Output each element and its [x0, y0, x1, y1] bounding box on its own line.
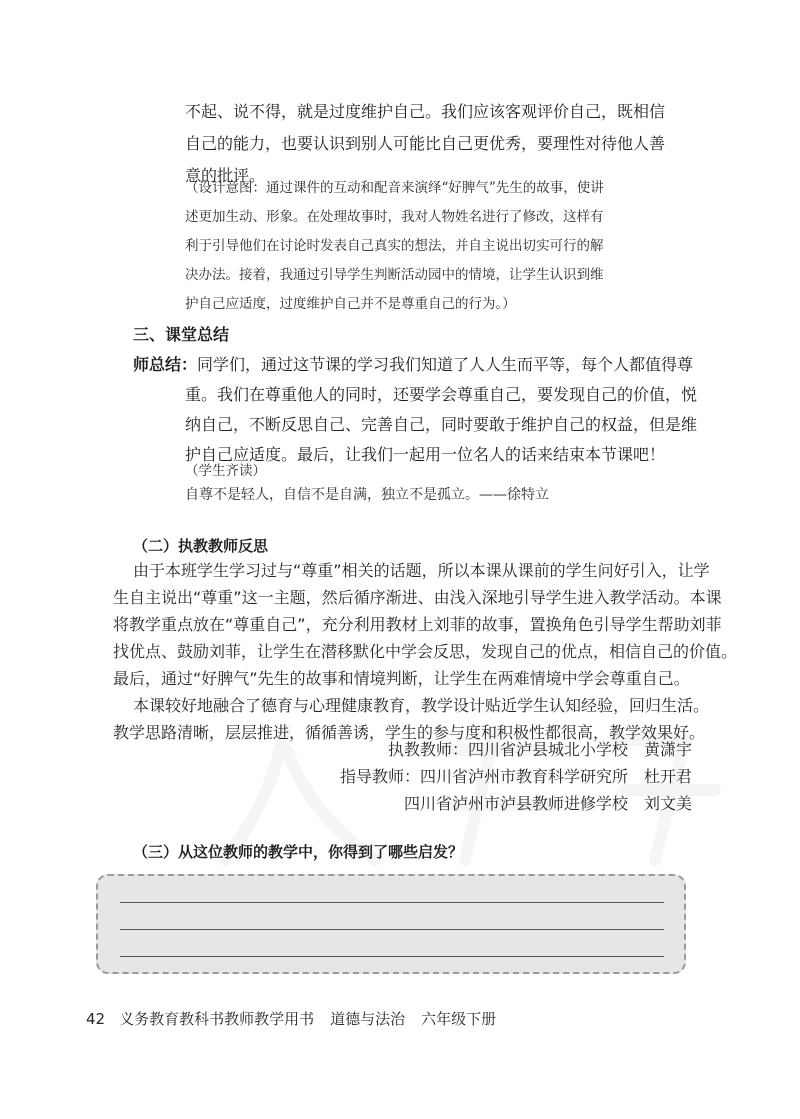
famous-quote: 自尊不是轻人，自信不是自满，独立不是孤立。——徐特立: [185, 487, 549, 503]
answer-line[interactable]: [120, 929, 664, 930]
text-line: 意的批评。: [185, 166, 266, 185]
grade-label: 六年级下册: [421, 1010, 497, 1028]
note-line: 利于引导他们在讨论时发表自己真实的想法，并自主说出切实可行的解: [185, 238, 604, 254]
reflection-line: 将教学重点放在“尊重自己”，充分利用教材上刘菲的故事，置换角色引导学生帮助刘菲: [113, 615, 722, 634]
summary-line: 护自己应适度。最后，让我们一起用一位名人的话来结束本节课吧！: [185, 445, 666, 464]
summary-line: 重。我们在尊重他人的同时，还要学会尊重自己，要发现自己的价值，悦: [185, 385, 698, 404]
reflection-line: 最后，通过“好脾气”先生的故事和情境判断，让学生在两难情境中学会尊重自己。: [113, 669, 690, 688]
note-line: 护自己应适度，过度维护自己并不是尊重自己的行为。）: [185, 296, 516, 312]
teacher-summary: [133, 350, 697, 470]
summary-lead: 师总结：: [133, 355, 198, 374]
answer-line[interactable]: [120, 902, 664, 903]
note-line: 述更加生动、形象。在处理故事时，我对人物姓名进行了修改，这样有: [185, 209, 604, 225]
subject-name: 道德与法治: [330, 1010, 406, 1028]
signature-advisor-2: 四川省泸州市泸县教师进修学校 刘文美: [403, 794, 692, 813]
reflection-line: 本课较好地融合了德育与心理健康教育，教学设计贴近学生认知经验，回归生活。: [133, 696, 710, 715]
section-heading: 三、课堂总结: [133, 325, 230, 344]
reflection-line: 找优点、鼓励刘菲，让学生在潜移默化中学会反思，发现自己的优点，相信自己的价值。: [113, 642, 738, 661]
page-footer: [86, 1008, 496, 1029]
reflection-line: 生自主说出“尊重”这一主题，然后循序渐进、由浅入深地引导学生进入教学活动。本课: [113, 588, 722, 607]
text-line: 不起、说不得，就是过度维护自己。我们应该客观评价自己，既相信: [185, 102, 666, 121]
answer-line[interactable]: [120, 956, 664, 957]
note-line: 决办法。接着，我通过引导学生判断活动园中的情境，让学生认识到维: [185, 267, 604, 283]
text-line: 自己的能力，也要认识到别人可能比自己更优秀，要理性对待他人善: [185, 134, 666, 153]
note-line: （设计意图：通过课件的互动和配音来演绎“好脾气”先生的故事，使讲: [185, 180, 604, 196]
summary-line: 同学们，通过这节课的学习我们知道了人人生而平等，每个人都值得尊: [197, 355, 694, 374]
signature-teacher: 执教教师：四川省泸县城北小学校 黄潇宇: [387, 740, 692, 759]
page-number: 42: [86, 1010, 106, 1028]
design-intent-note: [185, 174, 604, 319]
read-aloud-note: （学生齐读）: [185, 463, 266, 479]
reflection-line: 由于本班学生学习过与“尊重”相关的话题，所以本课从课前的学生问好引入，让学: [133, 561, 710, 580]
answer-box[interactable]: [96, 874, 686, 974]
question-heading: （三）从这位教师的教学中，你得到了哪些启发？: [133, 843, 464, 861]
teacher-reflection: [113, 557, 738, 746]
reflection-heading: （二）执教教师反思: [133, 537, 269, 555]
book-title: 义务教育教科书教师教学用书: [119, 1010, 315, 1028]
summary-line: 纳自己，不断反思自己、完善自己，同时要敢于维护自己的权益，但是维: [185, 415, 698, 434]
reflection-line: 教学思路清晰，层层推进，循循善诱，学生的参与度和积极性都很高，教学效果好。: [113, 723, 706, 742]
signature-advisor: 指导教师：四川省泸州市教育科学研究所 杜开君: [339, 767, 692, 786]
